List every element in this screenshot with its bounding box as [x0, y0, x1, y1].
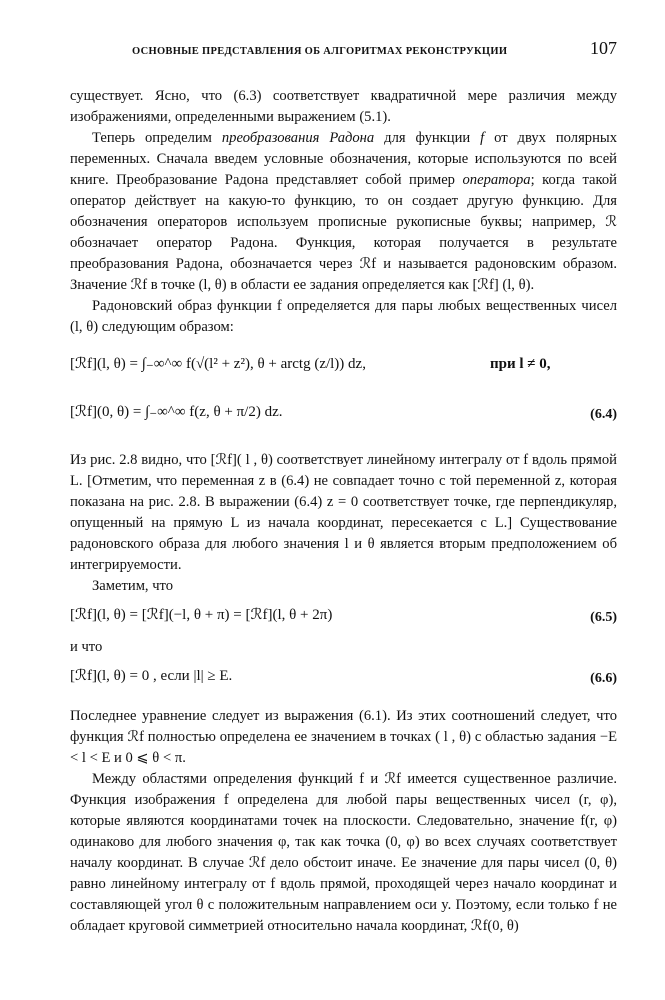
paragraph-3: Радоновский образ функции f определяется для пары любых вещественных чисел (l, θ) следующим образом: — [70, 298, 617, 335]
equation-number: (6.6) — [590, 671, 617, 686]
body-text — [70, 86, 617, 937]
equation-lhs: [ℛf](l, θ) = [ℛf](−l, θ + π) = [ℛf](l, θ + 2π) — [70, 607, 333, 623]
paragraph-6: и что — [70, 639, 103, 655]
paragraph-7: Последнее уравнение следует из выражения (6.1). Из этих соотношений следует, что функция ℛf полностью определена ее значением в точках ( l , θ) с областью задания −E < l < E и 0 ⩽ θ < π. — [70, 708, 617, 766]
equation-number: (6.5) — [590, 610, 617, 625]
paragraph-1: существует. Ясно, что (6.3) соответствует квадратичной мере различия между изображениями, определенными выражением (5.1). — [70, 88, 617, 125]
p2-text-a: Теперь определим — [92, 130, 222, 146]
running-head: ОСНОВНЫЕ ПРЕДСТАВЛЕНИЯ ОБ АЛГОРИТМАХ РЕКОНСТРУКЦИИ — [132, 46, 508, 57]
equation-6-5 — [70, 597, 617, 637]
equation-condition: при l ≠ 0, — [490, 356, 551, 372]
function-f: f — [480, 130, 485, 146]
equation-lhs: [ℛf](0, θ) = ∫₋∞^∞ f(z, θ + π/2) dz. — [70, 404, 283, 420]
equation-lhs: [ℛf](l, θ) = ∫₋∞^∞ f(√(l² + z²), θ + arctg (z/l)) dz, — [70, 356, 366, 372]
equation-number: (6.4) — [590, 407, 617, 422]
p2-text-c: от двух полярных переменных. Сначала введем условные обозначения, которые используются по всей книге. Преобразование Радона представляет собой пример — [70, 130, 617, 188]
page-number: 107 — [590, 38, 617, 58]
equation-6-4-line-2 — [70, 394, 617, 442]
equation-6-4-line-1 — [70, 346, 617, 394]
p2-text-d: ; когда такой оператор действует на какую-то функцию, то он создает другую функцию. Для обозначения операторов используем прописные рукописные буквы; например, ℛ обозначает оператор Радона. Функция, которая получается в результате преобразования Радона, обозначается через ℛf и называется радоновским образом. Значение ℛf в точке (l, θ) в области ее задания определяется как [ℛf] (l, θ). — [70, 172, 617, 293]
p2-text-b: для функции — [374, 130, 481, 146]
page-header — [70, 38, 617, 66]
equation-lhs: [ℛf](l, θ) = 0 , если |l| ≥ E. — [70, 668, 233, 684]
paragraph-4: Из рис. 2.8 видно, что [ℛf]( l , θ) соответствует линейному интегралу от f вдоль прямой L. [Отметим, что переменная z в (6.4) не совпадает точно с той переменной z, которая показана на рис. 2.8. В выражении (6.4) z = 0 соответствует точке, где перпендикуляр, опущенный на прямую L из начала координат, пересекается с L.] Существование радоновского образа для любого значения l и θ является вторым предположением об интегрируемости. — [70, 452, 617, 573]
paragraph-2 — [70, 128, 617, 296]
term-operator: оператора — [462, 172, 531, 188]
paragraph-5: Заметим, что — [92, 578, 174, 594]
paragraph-8: Между областями определения функций f и ℛf имеется существенное различие. Функция изображения f определена для любой пары вещественных чисел (r, φ), которые являются координатами точек на плоскости. Следовательно, значение f(r, φ) одинаково для любого значения φ, так как точка (0, φ) во всех случаях соответствует началу координат. В случае ℛf дело обстоит иначе. Ее значение для пары чисел (0, θ) равно линейному интегралу от f вдоль прямой, проходящей через начало координат и составляющей угол θ с положительным направлением оси y. Поэтому, если только f не обладает круговой симметрией относительно начала координат, ℛf(0, θ) — [70, 771, 617, 934]
term-radon-transform: преобразования Радона — [221, 130, 375, 146]
equation-6-6 — [70, 658, 617, 698]
